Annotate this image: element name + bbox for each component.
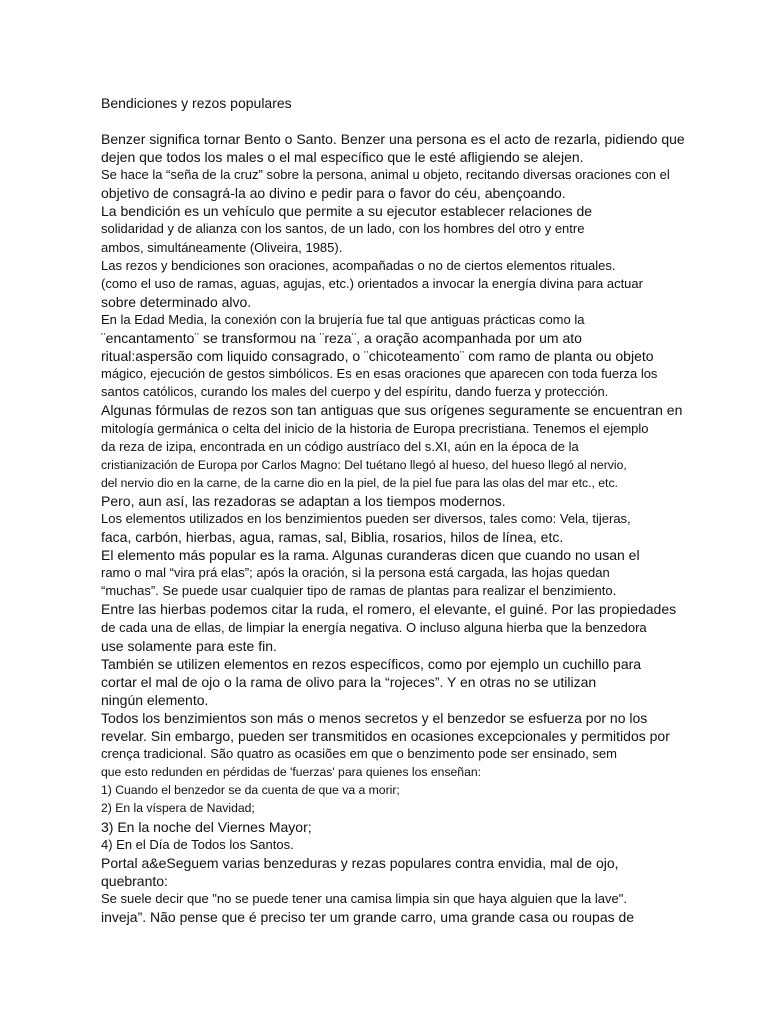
text-line: cristianización de Europa por Carlos Magno: Del tuétano llegó al hueso, del hueso llegó al nervio, (101, 457, 627, 472)
text-line: use solamente para este fin. (101, 637, 277, 654)
text-line: Se suele decir que "no se puede tener una camisa limpia sin que haya alguien que la lave". (101, 890, 627, 906)
text-line: cortar el mal de ojo o la rama de olivo para la “rojeces”. Y en otras no se utilizan (101, 673, 597, 690)
text-line: “muchas”. Se puede usar cualquier tipo de ramas de plantas para realizar el benzimiento. (101, 583, 617, 599)
text-line: Portal a&eSeguem varias benzeduras y rezas populares contra envidia, mal de ojo, (101, 854, 619, 871)
text-line: También se utilizen elementos en rezos específicos, como por ejemplo un cuchillo para (101, 655, 642, 672)
text-line: 4) En el Día de Todos los Santos. (101, 836, 294, 852)
text-line: del nervio dio en la carne, de la carne dio en la piel, de la piel fue para las olas del mar etc., etc. (101, 475, 618, 490)
text-line: dejen que todos los males o el mal específico que le esté afligiendo se alejen. (101, 149, 584, 166)
text-line: Benzer significa tornar Bento o Santo. Benzer una persona es el acto de rezarla, pidiendo que (101, 131, 685, 147)
text-line: objetivo de consagrá-la ao divino e pedir para o favor do céu, abençoando. (101, 185, 566, 202)
text-line: ramo o mal “vira prá elas”; após la oración, si la persona está cargada, las hojas quedan (101, 565, 610, 581)
text-line: faca, carbón, hierbas, agua, ramas, sal, Biblia, rosarios, hilos de línea, etc. (101, 529, 564, 546)
text-line: solidaridad y de alianza con los santos, de un lado, con los hombres del otro y entre (101, 221, 585, 237)
text-line: El elemento más popular es la rama. Algunas curanderas dicen que cuando no usan el (101, 547, 640, 564)
text-line: da reza de izipa, encontrada en un código austríaco del s.XI, aún en la época de la (101, 438, 579, 454)
text-line: sobre determinado alvo. (101, 293, 252, 310)
text-line: Pero, aun así, las rezadoras se adaptan a los tiempos modernos. (101, 492, 506, 509)
text-line: ritual:aspersão com liquido consagrado, o ¨chicoteamento¨ com ramo de planta ou objeto (101, 348, 654, 365)
text-line: 1) Cuando el benzedor se da cuenta de que va a morir; (101, 783, 400, 798)
text-line: mágico, ejecución de gestos simbólicos. Es en esas oraciones que aparecen con toda fuerza los (101, 366, 658, 382)
text-line: revelar. Sin embargo, pueden ser transmitidos en ocasiones excepcionales y permitidos por (101, 728, 670, 745)
document-body (101, 130, 701, 926)
text-line: Las rezos y bendiciones son oraciones, acompañadas o no de ciertos elementos rituales. (101, 257, 616, 273)
text-line: santos católicos, curando los males del cuerpo y del espíritu, dando fuerza y protección. (101, 384, 609, 400)
text-line: Se hace la “seña de la cruz” sobre la persona, animal u objeto, recitando diversas oraciones con el (101, 167, 670, 183)
text-line: Los elementos utilizados en los benzimientos pueden ser diversos, tales como: Vela, tijeras, (101, 510, 631, 526)
text-line: En la Edad Media, la conexión con la brujería fue tal que antiguas prácticas como la (101, 311, 585, 327)
text-line: que esto redunden en pérdidas de 'fuerzas' para quienes los enseñan: (101, 765, 482, 780)
text-line: 3) En la noche del Viernes Mayor; (101, 818, 312, 835)
text-line: quebranto: (101, 872, 168, 889)
text-line: La bendición es un vehículo que permite a su ejecutor establecer relaciones de (101, 203, 593, 220)
text-line: crença tradicional. São quatro as ocasiões em que o benzimento pode ser ensinado, sem (101, 746, 617, 762)
text-line: Entre las hierbas podemos citar la ruda, el romero, el elevante, el guiné. Por las propiedades (101, 601, 677, 618)
text-line: ningún elemento. (101, 691, 209, 708)
text-line: mitología germánica o celta del inicio de la historia de Europa precristiana. Tenemos el ejemplo (101, 420, 649, 436)
text-line: inveja”. Não pense que é preciso ter um grande carro, uma grande casa ou roupas de (101, 909, 635, 926)
text-line: ¨encantamento¨ se transformou na ¨reza¨, a oração acompanhada por um ato (101, 330, 582, 347)
text-line: Todos los benzimientos son más o menos secretos y el benzedor se esfuerza por no los (101, 710, 648, 726)
text-line: (como el uso de ramas, aguas, agujas, etc.) orientados a invocar la energía divina para actuar (101, 275, 643, 291)
text-line: ambos, simultáneamente (Oliveira, 1985). (101, 239, 343, 255)
text-line: de cada una de ellas, de limpiar la energía negativa. O incluso alguna hierba que la benzedora (101, 619, 647, 635)
text-line: Algunas fórmulas de rezos son tan antiguas que sus orígenes seguramente se encuentran en (101, 402, 683, 419)
text-line: 2) En la víspera de Navidad; (101, 801, 255, 816)
document-title: Bendiciones y rezos populares (101, 95, 292, 111)
